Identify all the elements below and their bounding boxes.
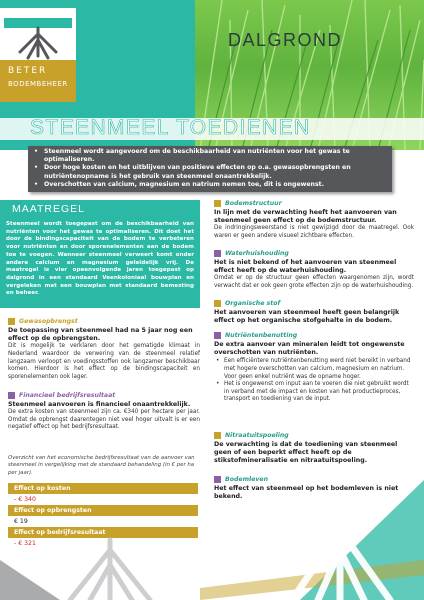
maatregel-text: Steenmeel wordt toegepast om de beschikbaarheid van nutriënten voor het gewas te optimaliseren. Dit doet het door de bindingscapaciteit van de bodem te verbeteren voor nutriënten en door sporenelementen aan de bodem toe te voegen. Wanneer steenmeel verweert komt onder andere calcium en magnesium geleidelijk vrij. De maatregel is vier opeenvolgende jaren toegepast op dalgrond in een standaard Veenkoloniaal bouwplan en vergeleken met een bouwplan met standaard bemesting en beheer.	[6, 221, 194, 297]
brand-name: BETER	[8, 66, 48, 76]
section-heading: Waterhuishouding	[225, 250, 289, 257]
section-heading: Gewasopbrengst	[19, 318, 78, 325]
section-text: Omdat er op de structuur geen effecten waargenomen zijn, wordt verwacht dat er ook geen grote effecten zijn op de waterhuishouding.	[214, 275, 414, 289]
section-lead: Het aanvoeren van steenmeel heeft geen belangrijk effect op het organische stofgehalte in de bodem.	[214, 309, 400, 325]
section-lead: Het effect van steenmeel op het bodemleven is niet bekend.	[214, 485, 399, 501]
summary-bullet: • Door hoge kosten en het uitblijven van positieve effecten op o.a. gewasopbrengsten en	[34, 164, 351, 172]
soil-type-label: DALGROND	[228, 30, 343, 50]
section-lead: Het is niet bekend of het aanvoeren van steenmeel effect heeft op de waterhuishouding.	[214, 259, 397, 275]
list-item: • Een efficiëntere nutriëntenbenutting werd niet bereikt in verband met hogere overschotten van calcium, magnesium en natrium. Voor geen enkel nutriënt was de opname hoger.	[216, 358, 411, 380]
section-lead: De toepassing van steenmeel had na 5 jaar nog een effect op de opbrengsten.	[8, 327, 193, 343]
table-row-value: - € 340	[8, 494, 198, 505]
section-lead: De verwachting is dat de toediening van steenmeel geen of een beperkt effect heeft op de stikstofmineralisatie en nitraatuitspoeling.	[214, 441, 398, 465]
page-title: STEENMEEL TOEDIENEN	[30, 116, 311, 139]
section-lead: Steenmeel aanvoeren is financieel onaantrekkelijk.	[8, 401, 191, 408]
section-heading: Organische stof	[225, 300, 281, 307]
section-text: De indringingsweerstand is niet gewijzigd door de maatregel. Ook waren er geen andere visueel zichtbare effecten.	[214, 225, 414, 239]
section-heading: Bodemstructuur	[225, 200, 282, 207]
summary-bullet: • Overschotten van calcium, magnesium en natrium nemen toe, dit is ongewenst.	[34, 180, 324, 188]
table-row-value: € 19	[8, 516, 198, 527]
section-lead: De extra aanvoer van mineralen leidt tot ongewenste overschotten van nutriënten.	[214, 341, 405, 357]
table-caption: Overzicht van het economische bedrijfsresultaat van de aanvoer van steenmeel in vergelijking met de standaard behandeling (in € per ha per jaar).	[8, 455, 195, 476]
section-heading: Nitraatuitspoeling	[225, 432, 289, 439]
list-item: • Het is ongewenst om input aan te voeren die niet gebruikt wordt in verband met de impact en kosten van het productieproces, transport en toediening van de input.	[216, 381, 409, 403]
section-heading: Nutriëntenbenutting	[225, 332, 298, 339]
maatregel-heading: MAATREGEL	[12, 203, 85, 215]
summary-bullet: nutriëntenopname is het gebruik van steenmeel onaantrekkelijk.	[44, 172, 272, 180]
section-heading: Bodemleven	[225, 476, 268, 483]
summary-bullet: • Steenmeel wordt aangevoerd om de beschikbaarheid van nutriënten voor het gewas te optimaliseren.	[34, 148, 350, 164]
table-row-label: Effect op opbrengsten	[8, 505, 198, 516]
section-heading: Financieel bedrijfsresultaat	[19, 392, 116, 399]
section-lead: In lijn met de verwachting heeft het aanvoeren van steenmeel geen effect op de bodemstructuur.	[214, 209, 397, 225]
section-text: Dit is mogelijk te verklaren door het gematigde klimaat in Nederland waardoor de verwering van de steenmeel relatief langzaam verloopt en voedingsstoffen ook langzamer beschikbaar komen. Hierdoor is het effect op de bindingscapaciteit en sporenelementen ook lager.	[8, 343, 200, 380]
section-text: De extra kosten van steenmeel zijn ca. €340 per hectare per jaar. Omdat de opbrengst daarentegen niet veel hoger uitvalt is er een negatief effect op het bedrijfsresultaat.	[8, 409, 200, 431]
table-row-value: - € 321	[8, 538, 198, 549]
table-row-label: Effect op bedrijfsresultaat	[8, 527, 198, 538]
table-row-label: Effect op kosten	[8, 483, 198, 494]
brand-subtitle: BODEMBEHEER	[8, 80, 68, 88]
